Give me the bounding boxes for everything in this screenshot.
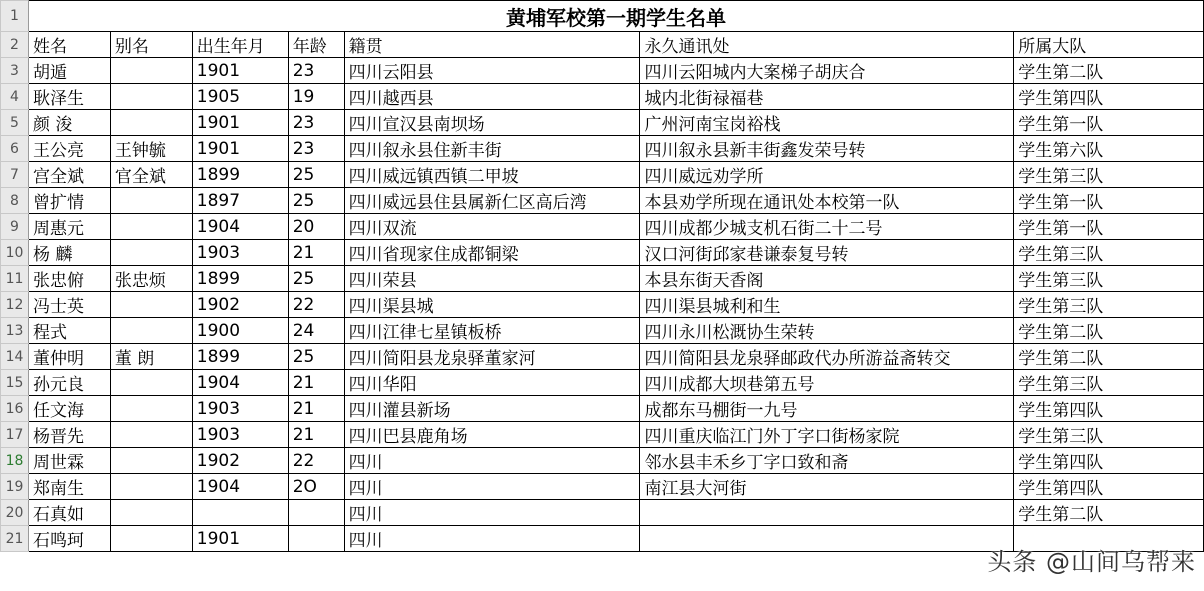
cell-age[interactable]: 20 [288,214,344,240]
cell-age[interactable]: 25 [288,266,344,292]
cell-alias[interactable]: 张忠烦 [110,266,192,292]
cell-alias[interactable]: 董 朗 [110,344,192,370]
cell-name[interactable]: 石真如 [28,500,110,526]
cell-alias[interactable] [110,110,192,136]
cell-team[interactable]: 学生第六队 [1014,136,1204,162]
cell-address[interactable]: 四川永川松溉协生荣转 [640,318,1014,344]
cell-birth[interactable] [192,500,288,526]
cell-name[interactable]: 颜 浚 [28,110,110,136]
cell-birth[interactable]: 1897 [192,188,288,214]
cell-name[interactable]: 周世霖 [28,448,110,474]
column-header-birth[interactable]: 出生年月 [192,32,288,58]
table-row [1,318,1204,344]
cell-birth[interactable]: 1902 [192,292,288,318]
table-row [1,500,1204,526]
cell-age[interactable]: 22 [288,292,344,318]
row-number[interactable]: 6 [1,136,29,162]
cell-name[interactable]: 周惠元 [28,214,110,240]
row-number[interactable]: 17 [1,422,29,448]
cell-origin[interactable]: 四川巴县鹿角场 [344,422,640,448]
cell-birth[interactable]: 1901 [192,110,288,136]
cell-address[interactable] [640,526,1014,552]
row-number[interactable]: 1 [1,1,29,32]
cell-birth[interactable]: 1904 [192,474,288,500]
cell-alias[interactable] [110,422,192,448]
table-row [1,344,1204,370]
cell-birth[interactable]: 1901 [192,58,288,84]
cell-team[interactable]: 学生第四队 [1014,84,1204,110]
cell-name[interactable]: 宫全斌 [28,162,110,188]
cell-team[interactable]: 学生第二队 [1014,344,1204,370]
table-row [1,266,1204,292]
watermark: 头条 @山间乌帮来 [987,548,1196,576]
title-row [1,1,1204,32]
cell-age[interactable]: 23 [288,136,344,162]
cell-address[interactable]: 广州河南宝岗裕栈 [640,110,1014,136]
table-row [1,474,1204,500]
cell-alias[interactable] [110,474,192,500]
table-row [1,162,1204,188]
cell-origin[interactable]: 四川华阳 [344,370,640,396]
cell-origin[interactable]: 四川 [344,500,640,526]
cell-origin[interactable]: 四川荣县 [344,266,640,292]
cell-age[interactable]: 22 [288,448,344,474]
cell-team[interactable]: 学生第一队 [1014,110,1204,136]
cell-team[interactable]: 学生第一队 [1014,188,1204,214]
cell-alias[interactable] [110,84,192,110]
cell-birth[interactable]: 1903 [192,240,288,266]
column-header-origin[interactable]: 籍贯 [344,32,640,58]
cell-birth[interactable]: 1901 [192,136,288,162]
row-number[interactable]: 18 [1,448,29,474]
table-row [1,58,1204,84]
cell-age[interactable]: 21 [288,422,344,448]
cell-team[interactable]: 学生第三队 [1014,292,1204,318]
cell-origin[interactable]: 四川宣汉县南坝场 [344,110,640,136]
cell-alias[interactable] [110,370,192,396]
cell-address[interactable]: 四川简阳县龙泉驿邮政代办所游益斋转交 [640,344,1014,370]
row-number[interactable]: 12 [1,292,29,318]
cell-name[interactable]: 石鸣珂 [28,526,110,552]
cell-team[interactable]: 学生第二队 [1014,58,1204,84]
cell-origin[interactable]: 四川威远县住县属新仁区高后湾 [344,188,640,214]
header-row [1,32,1204,58]
cell-address[interactable]: 四川重庆临江门外丁字口街杨家院 [640,422,1014,448]
table-row [1,448,1204,474]
cell-alias[interactable]: 官全斌 [110,162,192,188]
cell-name[interactable]: 程式 [28,318,110,344]
cell-team[interactable]: 学生第四队 [1014,448,1204,474]
row-number[interactable]: 14 [1,344,29,370]
cell-address[interactable]: 本县劝学所现在通讯处本校第一队 [640,188,1014,214]
cell-name[interactable]: 冯士英 [28,292,110,318]
cell-alias[interactable] [110,240,192,266]
table-row [1,396,1204,422]
cell-birth[interactable]: 1905 [192,84,288,110]
cell-team[interactable]: 学生第四队 [1014,396,1204,422]
cell-origin[interactable]: 四川简阳县龙泉驿董家河 [344,344,640,370]
table-row [1,136,1204,162]
row-number[interactable]: 13 [1,318,29,344]
cell-birth[interactable]: 1899 [192,266,288,292]
cell-address[interactable]: 四川云阳城内大案梯子胡庆合 [640,58,1014,84]
cell-birth[interactable]: 1899 [192,162,288,188]
cell-alias[interactable] [110,292,192,318]
column-header-team[interactable]: 所属大队 [1014,32,1204,58]
cell-address[interactable]: 成都东马棚街一九号 [640,396,1014,422]
cell-alias[interactable] [110,500,192,526]
cell-team[interactable]: 学生第三队 [1014,240,1204,266]
cell-team[interactable]: 学生第三队 [1014,422,1204,448]
cell-origin[interactable]: 四川渠县城 [344,292,640,318]
cell-alias[interactable] [110,214,192,240]
cell-team[interactable]: 学生第四队 [1014,474,1204,500]
row-number[interactable]: 3 [1,58,29,84]
cell-name[interactable]: 董仲明 [28,344,110,370]
cell-age[interactable] [288,526,344,552]
table-row [1,188,1204,214]
cell-age[interactable]: 21 [288,240,344,266]
row-number[interactable]: 19 [1,474,29,500]
cell-origin[interactable]: 四川省现家住成都铜梁 [344,240,640,266]
row-number[interactable]: 7 [1,162,29,188]
cell-origin[interactable]: 四川双流 [344,214,640,240]
row-number[interactable]: 2 [1,32,29,58]
cell-name[interactable]: 杨 麟 [28,240,110,266]
cell-birth[interactable]: 1900 [192,318,288,344]
row-number[interactable]: 10 [1,240,29,266]
cell-origin[interactable]: 四川 [344,448,640,474]
cell-address[interactable]: 汉口河街邱家巷谦泰复号转 [640,240,1014,266]
cell-alias[interactable] [110,526,192,552]
cell-address[interactable]: 南江县大河街 [640,474,1014,500]
cell-age[interactable]: 23 [288,110,344,136]
row-number[interactable]: 20 [1,500,29,526]
cell-address[interactable]: 四川叙永县新丰街鑫发荣号转 [640,136,1014,162]
cell-origin[interactable]: 四川叙永县住新丰街 [344,136,640,162]
cell-address[interactable]: 本县东街天香阁 [640,266,1014,292]
table-row [1,370,1204,396]
cell-age[interactable]: 21 [288,370,344,396]
table-row [1,110,1204,136]
table-row [1,422,1204,448]
cell-origin[interactable]: 四川越西县 [344,84,640,110]
row-number[interactable]: 9 [1,214,29,240]
row-number[interactable]: 11 [1,266,29,292]
cell-team[interactable]: 学生第三队 [1014,162,1204,188]
cell-team[interactable]: 学生第二队 [1014,318,1204,344]
cell-team[interactable]: 学生第一队 [1014,214,1204,240]
row-number[interactable]: 4 [1,84,29,110]
cell-age[interactable]: 24 [288,318,344,344]
cell-name[interactable]: 任文海 [28,396,110,422]
cell-name[interactable]: 曾扩情 [28,188,110,214]
cell-origin[interactable]: 四川威远镇西镇二甲坡 [344,162,640,188]
cell-address[interactable]: 四川渠县城利和生 [640,292,1014,318]
cell-alias[interactable] [110,448,192,474]
cell-age[interactable]: 19 [288,84,344,110]
cell-name[interactable]: 孙元良 [28,370,110,396]
table-row [1,240,1204,266]
cell-age[interactable] [288,500,344,526]
cell-address[interactable] [640,500,1014,526]
row-number[interactable]: 21 [1,526,29,552]
cell-alias[interactable] [110,318,192,344]
cell-origin[interactable]: 四川江律七星镇板桥 [344,318,640,344]
cell-age[interactable]: 25 [288,188,344,214]
cell-address[interactable]: 邻水县丰禾乡丁字口致和斋 [640,448,1014,474]
cell-address[interactable]: 四川成都少城支机石街二十二号 [640,214,1014,240]
cell-name[interactable]: 张忠俯 [28,266,110,292]
cell-name[interactable]: 郑南生 [28,474,110,500]
sheet-title[interactable]: 黄埔军校第一期学生名单 [28,1,1203,32]
cell-alias[interactable]: 王钟毓 [110,136,192,162]
cell-birth[interactable]: 1904 [192,370,288,396]
cell-birth[interactable]: 1899 [192,344,288,370]
table-row [1,292,1204,318]
cell-birth[interactable]: 1903 [192,422,288,448]
cell-alias[interactable] [110,58,192,84]
cell-team[interactable]: 学生第三队 [1014,370,1204,396]
cell-age[interactable]: 2O [288,474,344,500]
cell-name[interactable]: 耿泽生 [28,84,110,110]
column-header-age[interactable]: 年龄 [288,32,344,58]
column-header-name[interactable]: 姓名 [28,32,110,58]
cell-name[interactable]: 胡遁 [28,58,110,84]
cell-alias[interactable] [110,396,192,422]
row-number[interactable]: 5 [1,110,29,136]
cell-origin[interactable]: 四川云阳县 [344,58,640,84]
row-number[interactable]: 15 [1,370,29,396]
cell-birth[interactable]: 1902 [192,448,288,474]
cell-team[interactable]: 学生第二队 [1014,500,1204,526]
row-number[interactable]: 8 [1,188,29,214]
cell-alias[interactable] [110,188,192,214]
column-header-alias[interactable]: 别名 [110,32,192,58]
cell-age[interactable]: 25 [288,344,344,370]
row-number[interactable]: 16 [1,396,29,422]
cell-birth[interactable]: 1903 [192,396,288,422]
cell-address[interactable]: 四川成都大坝巷第五号 [640,370,1014,396]
table-row [1,84,1204,110]
cell-age[interactable]: 21 [288,396,344,422]
cell-age[interactable]: 23 [288,58,344,84]
column-header-address[interactable]: 永久通讯处 [640,32,1014,58]
cell-origin[interactable]: 四川 [344,526,640,552]
table-row [1,214,1204,240]
cell-origin[interactable]: 四川灌县新场 [344,396,640,422]
cell-name[interactable]: 王公亮 [28,136,110,162]
cell-origin[interactable]: 四川 [344,474,640,500]
cell-name[interactable]: 杨晋先 [28,422,110,448]
cell-age[interactable]: 25 [288,162,344,188]
cell-address[interactable]: 城内北街禄福巷 [640,84,1014,110]
cell-birth[interactable]: 1901 [192,526,288,552]
cell-address[interactable]: 四川威远劝学所 [640,162,1014,188]
cell-birth[interactable]: 1904 [192,214,288,240]
cell-team[interactable]: 学生第三队 [1014,266,1204,292]
